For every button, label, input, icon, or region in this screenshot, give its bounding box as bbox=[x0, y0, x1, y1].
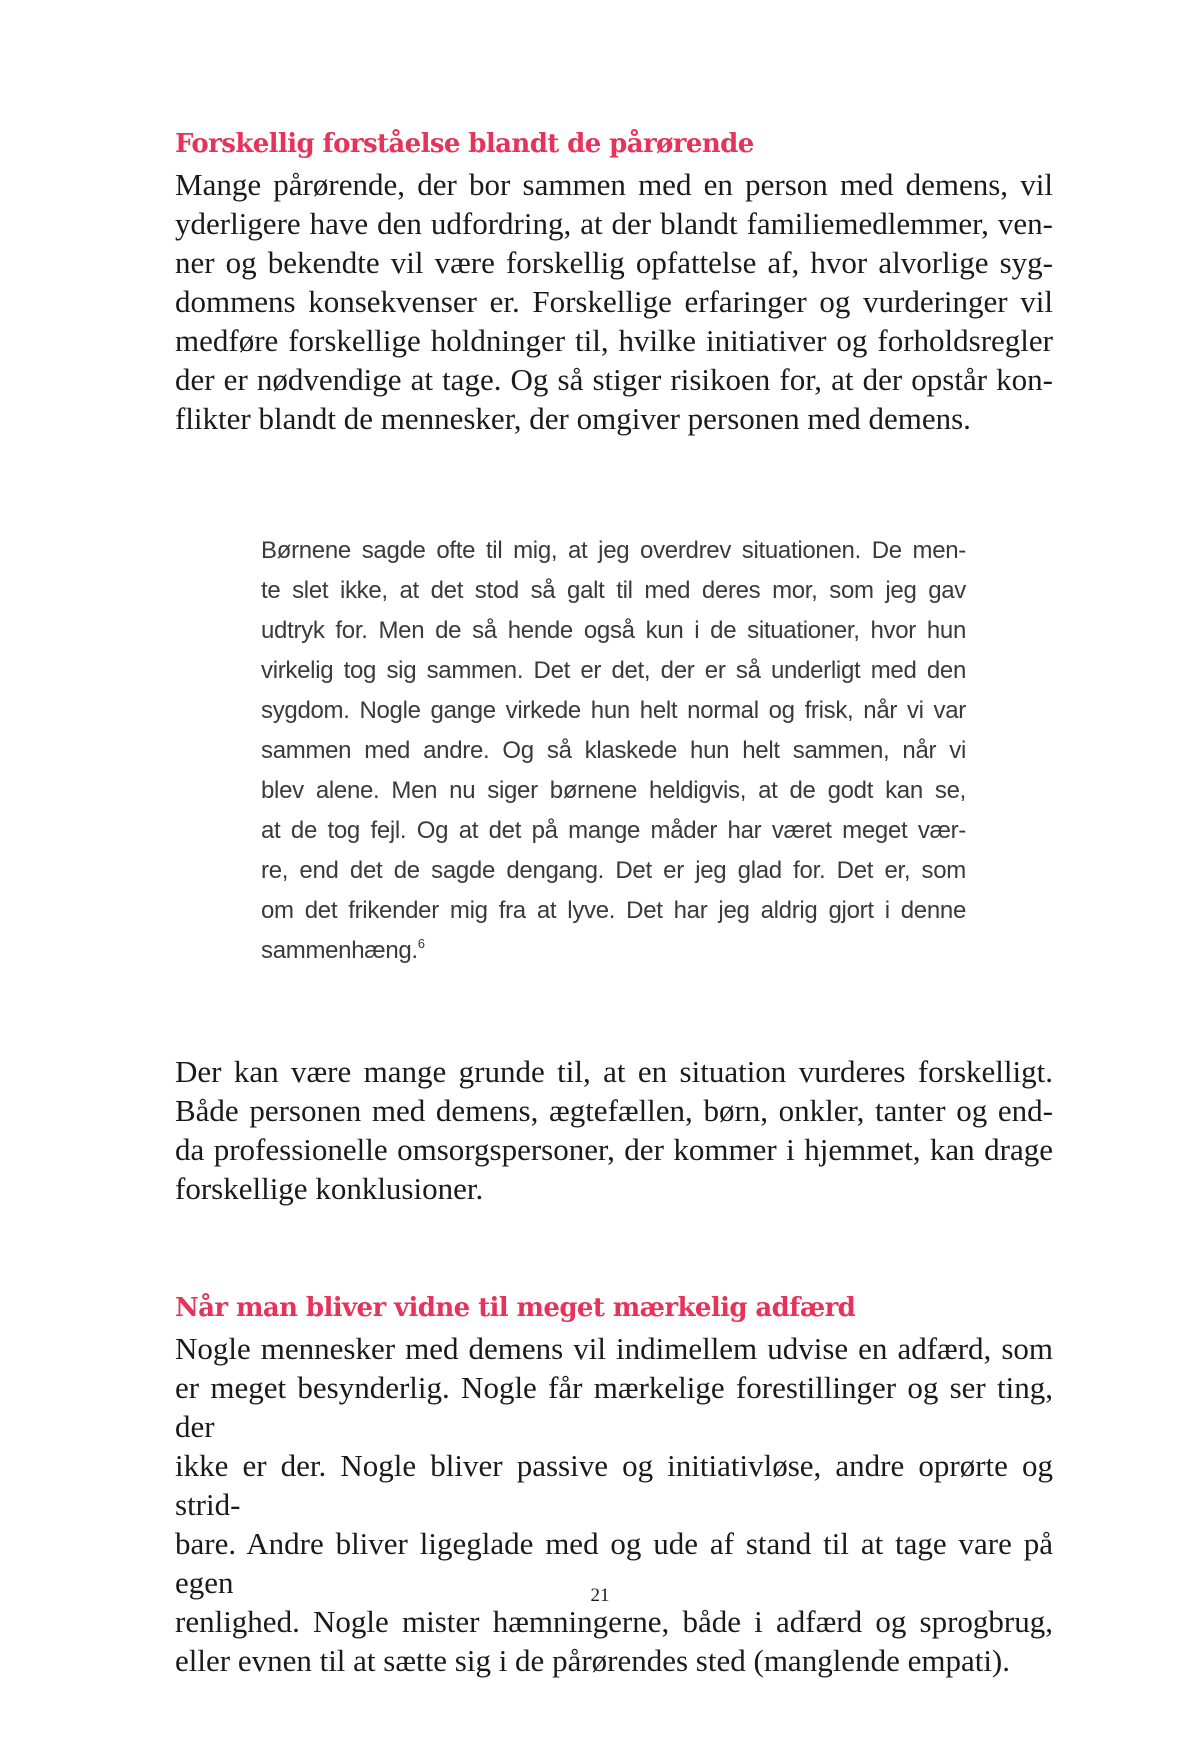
page-number: 21 bbox=[590, 1585, 610, 1606]
section-heading: Forskellig forståelse blandt de pårørende bbox=[175, 129, 754, 159]
text-line: Nogle mennesker med demens vil indimellem udvise en adfærd, som bbox=[175, 1331, 1053, 1366]
text-line: Der kan være mange grunde til, at en situation vurderes forskelligt. bbox=[175, 1054, 1053, 1089]
quote-line: Børnene sagde ofte til mig, at jeg overdrev situationen. De men- bbox=[261, 537, 966, 564]
quote-line: om det frikender mig fra at lyve. Det har jeg aldrig gjort i denne bbox=[261, 897, 966, 924]
quote-line: virkelig tog sig sammen. Det er det, der er så underligt med den bbox=[261, 657, 966, 684]
body-paragraph bbox=[175, 1329, 1053, 1680]
text-line: medføre forskellige holdninger til, hvilke initiativer og forholdsregler bbox=[175, 323, 1053, 358]
section-heading: Når man bliver vidne til meget mærkelig adfærd bbox=[175, 1293, 856, 1323]
quote-line: at de tog fejl. Og at det på mange måder har været meget vær- bbox=[261, 817, 966, 844]
text-line: der er nødvendige at tage. Og så stiger risikoen for, at der opstår kon- bbox=[175, 362, 1053, 397]
quote-line: sygdom. Nogle gange virkede hun helt normal og frisk, når vi var bbox=[261, 697, 966, 724]
text-line: yderligere have den udfordring, at der blandt familiemedlemmer, ven- bbox=[175, 206, 1053, 241]
quote-block bbox=[261, 531, 966, 971]
footnote-marker: 6 bbox=[417, 936, 425, 951]
text-line: Både personen med demens, ægtefællen, børn, onkler, tanter og end- bbox=[175, 1093, 1053, 1128]
text-line: renlighed. Nogle mister hæmningerne, både i adfærd og sprogbrug, bbox=[175, 1604, 1053, 1639]
body-paragraph bbox=[175, 165, 1053, 438]
text-line: eller evnen til at sætte sig i de pårørendes sted (manglende empati). bbox=[175, 1643, 1011, 1678]
text-line: bare. Andre bliver ligeglade med og ude af stand til at tage vare på egen bbox=[175, 1526, 1053, 1600]
text-line: flikter blandt de mennesker, der omgiver personen med demens. bbox=[175, 401, 971, 436]
quote-last-text: sammenhæng. bbox=[261, 937, 418, 964]
quote-line: re, end det de sagde dengang. Det er jeg glad for. Det er, som bbox=[261, 857, 966, 884]
section-forskellig-forstaaelse bbox=[175, 126, 1053, 438]
body-paragraph bbox=[175, 1052, 1053, 1208]
quote-line bbox=[261, 931, 966, 971]
text-line: forskellige konklusioner. bbox=[175, 1171, 484, 1206]
quote-line: te slet ikke, at det stod så galt til med deres mor, som jeg gav bbox=[261, 577, 966, 604]
text-line: dommens konsekvenser er. Forskellige erfaringer og vurderinger vil bbox=[175, 284, 1053, 319]
text-line: da professionelle omsorgspersoner, der kommer i hjemmet, kan drage bbox=[175, 1132, 1053, 1167]
section-maerkelig-adfaerd bbox=[175, 1290, 1053, 1680]
quote-line: blev alene. Men nu siger børnene heldigvis, at de godt kan se, bbox=[261, 777, 966, 804]
quote-line: udtryk for. Men de så hende også kun i de situationer, hvor hun bbox=[261, 617, 966, 644]
quote-line: sammen med andre. Og så klaskede hun helt sammen, når vi bbox=[261, 737, 966, 764]
text-line: ner og bekendte vil være forskellig opfattelse af, hvor alvorlige syg- bbox=[175, 245, 1053, 280]
paragraph-grunde bbox=[175, 1052, 1053, 1208]
text-line: ikke er der. Nogle bliver passive og initiativløse, andre oprørte og strid- bbox=[175, 1448, 1053, 1522]
text-line: Mange pårørende, der bor sammen med en person med demens, vil bbox=[175, 167, 1053, 202]
text-line: er meget besynderlig. Nogle får mærkelige forestillinger og ser ting, der bbox=[175, 1370, 1053, 1444]
